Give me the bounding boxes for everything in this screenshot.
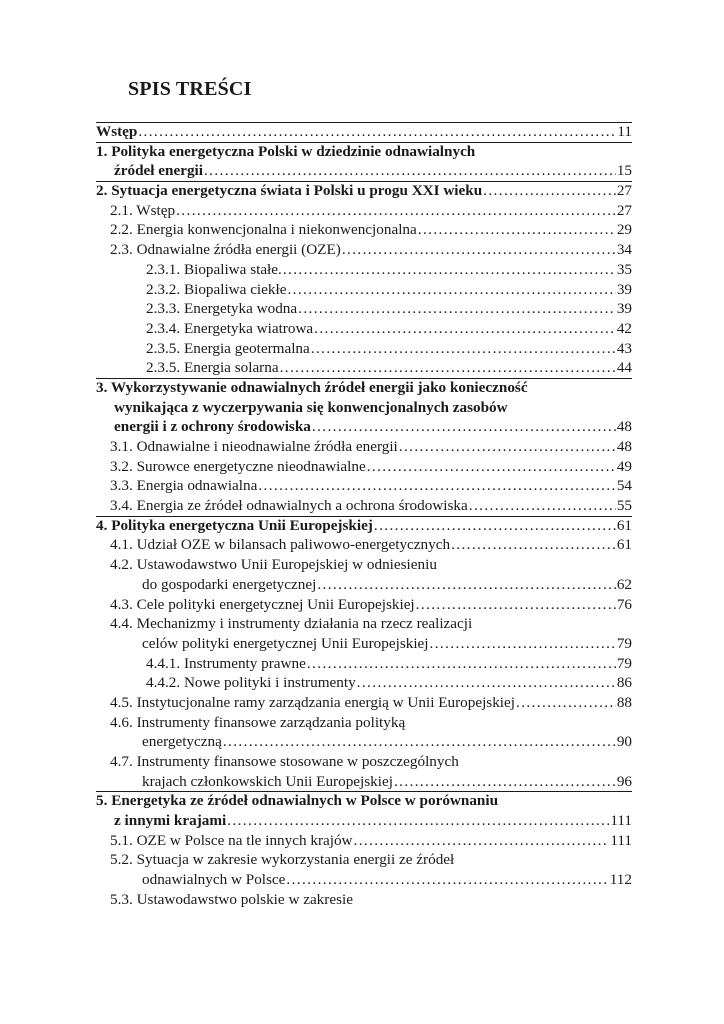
toc-entry [96,378,632,398]
section-rule [96,181,632,182]
toc-entry-page: 61 [616,516,632,534]
toc-entry-title: 2.3.5. Energia geotermalna [146,339,310,357]
toc-entry [96,575,632,595]
toc-leader-dots [354,831,610,851]
toc-entry [96,417,632,437]
toc-entry-page: 111 [610,831,632,849]
toc-entry [96,555,632,575]
toc-entry-page: 112 [609,871,632,889]
toc-leader-dots [298,299,616,319]
toc-leader-dots [416,595,616,615]
toc-entry [96,850,632,870]
toc-entry-page: 42 [616,319,632,337]
toc-entry-page: 111 [610,812,632,830]
toc-entry-title: odnawialnych w Polsce [142,871,286,889]
toc-entry-title: 4.1. Udział OZE w bilansach paliwowo-energetycznych [110,536,451,554]
toc-entry [96,870,632,890]
toc-entry-title: 5.1. OZE w Polsce na tle innych krajów [110,831,353,849]
toc-entry-title: 3.3. Energia odnawialna [110,477,258,495]
toc-entry-title: 3.1. Odnawialne i nieodnawialne źródła energii [110,438,398,455]
toc-leader-dots [374,516,616,536]
toc-entry-page: 39 [616,300,632,318]
toc-entry-title: 2.3.5. Energia solarna [146,359,279,377]
toc-leader-dots [311,339,616,359]
toc-entry [96,161,632,181]
toc-entry [96,811,632,831]
toc-entry [96,299,632,319]
toc-entry-page: 90 [616,733,632,751]
toc-entry-page: 49 [616,457,632,475]
toc-entry [96,260,632,280]
toc-entry-page: 76 [616,595,632,613]
toc-entry-page: 35 [616,260,632,278]
toc-entry-title: 4. Polityka energetyczna Unii Europejskiej [96,516,373,534]
toc-leader-dots [418,220,616,240]
toc-entry-title: 2.3.2. Biopaliwa ciekłe [146,280,287,298]
toc-entry-page: 39 [616,280,632,298]
toc-entry-page: 44 [616,359,632,377]
toc-entry [96,496,632,516]
toc-entry-title: 4.6. Instrumenty finansowe zarządzania polityką [110,713,406,731]
toc-entry-page: 86 [616,674,632,692]
toc-entry [96,752,632,772]
toc-entry [96,831,632,851]
toc-entry-title: źródeł energii [114,162,203,180]
toc-entry-title: krajach członkowskich Unii Europejskiej [142,772,393,790]
toc-entry-title: z innymi krajami [114,812,227,830]
toc-leader-dots [394,772,616,792]
toc-entry [96,319,632,339]
toc-entry-title: celów polityki energetycznej Unii Europejskiej [142,634,429,652]
toc-entry [96,220,632,240]
toc-entry-page: 55 [616,497,632,515]
toc-leader-dots [223,732,616,752]
toc-entry-page: 62 [616,575,632,593]
toc-entry-title: 4.4. Mechanizmy i instrumenty działania na rzecz realizacji [110,615,473,633]
toc-entry-title: 4.7. Instrumenty finansowe stosowane w poszczególnych [110,753,459,770]
toc-entry [96,122,632,142]
toc-leader-dots [483,181,616,201]
toc-leader-dots [367,457,616,477]
toc-leader-dots [312,417,616,437]
toc-entry-title: do gospodarki energetycznej [142,575,317,593]
toc-leader-dots [283,260,616,280]
toc-leader-dots [342,240,616,260]
toc-entry-title: 3. Wykorzystywanie odnawialnych źródeł energii jako konieczność [96,378,528,396]
toc-leader-dots [287,280,615,300]
section-rule [96,791,632,792]
toc-entry-title: 4.4.2. Nowe polityki i instrumenty [146,674,356,692]
toc-leader-dots [138,122,616,142]
toc-entry-page: 43 [616,339,632,357]
toc-entry-page: 34 [616,241,632,259]
toc-leader-dots [204,161,616,181]
toc-leader-dots [357,673,616,693]
toc-entry-page: 48 [616,438,632,455]
section-rule [96,516,632,517]
section-rule [96,142,632,143]
toc-leader-dots [451,535,616,555]
toc-leader-dots [516,693,616,713]
toc-entry-page: 61 [616,536,632,554]
toc-entry [96,713,632,733]
section-rule [96,122,632,123]
toc-entry-title: 2.3.4. Energetyka wiatrowa [146,319,314,337]
toc-entry [96,614,632,634]
toc-entry [96,535,632,555]
toc-entry-page: 48 [616,418,632,436]
toc-entry-title: 2.3.3. Energetyka wodna [146,300,298,318]
toc-entry-page: 15 [616,162,632,180]
toc-leader-dots [227,811,609,831]
toc-entry [96,791,632,811]
toc-entry [96,732,632,752]
toc-entry-page: 27 [616,201,632,219]
toc-entry [96,181,632,201]
toc-entry-title: energii i z ochrony środowiska [114,418,311,436]
toc-entry [96,457,632,477]
toc-leader-dots [307,654,616,674]
section-rule [96,378,632,379]
toc-entry-title: 4.4.1. Instrumenty prawne [146,654,306,672]
toc-entry-page: 96 [616,772,632,790]
toc-entry [96,240,632,260]
toc-entry [96,201,632,221]
toc-entry [96,280,632,300]
toc-entry [96,476,632,496]
toc-entry [96,398,632,418]
toc-entry [96,890,632,910]
toc-entry [96,339,632,359]
table-of-contents [96,122,632,910]
toc-entry [96,437,632,457]
toc-entry-page: 88 [616,693,632,711]
toc-entry-title: 2.2. Energia konwencjonalna i niekonwencjonalna [110,221,417,239]
toc-entry-title: energetyczną [142,733,222,751]
toc-entry [96,142,632,162]
toc-entry-title: 5.3. Ustawodawstwo polskie w zakresie [110,890,353,908]
toc-entry [96,595,632,615]
toc-entry-page: 29 [616,221,632,239]
toc-leader-dots [469,496,616,516]
toc-entry-page: 11 [617,123,632,140]
toc-entry [96,654,632,674]
toc-entry [96,772,632,792]
toc-entry-title: 3.4. Energia ze źródeł odnawialnych a ochrona środowiska [110,497,468,515]
toc-entry-title: 4.5. Instytucjonalne ramy zarządzania energią w Unii Europejskiej [110,693,515,711]
toc-entry-page: 79 [616,654,632,672]
toc-entry-title: 2.3. Odnawialne źródła energii (OZE) [110,241,341,259]
toc-leader-dots [430,634,616,654]
toc-entry [96,673,632,693]
toc-entry-title: 4.3. Cele polityki energetycznej Unii Europejskiej [110,595,415,613]
toc-entry-page: 27 [616,182,632,200]
toc-entry-page: 54 [616,477,632,495]
toc-entry-title: 5. Energetyka ze źródeł odnawialnych w Polsce w porównaniu [96,792,499,810]
toc-entry-title: 5.2. Sytuacja w zakresie wykorzystania energii ze źródeł [110,851,455,869]
toc-entry-page: 79 [616,634,632,652]
toc-entry-title: 2.1. Wstęp [110,201,176,219]
toc-entry-title: 4.2. Ustawodawstwo Unii Europejskiej w odniesieniu [110,556,437,574]
toc-entry-title: 3.2. Surowce energetyczne nieodnawialne [110,457,366,475]
page-title: SPIS TREŚCI [128,78,252,100]
toc-leader-dots [176,201,616,221]
toc-entry-title: 2.3.1. Biopaliwa stałe. [146,260,282,278]
toc-leader-dots [286,870,608,890]
toc-leader-dots [258,476,615,496]
toc-entry-title: 1. Polityka energetyczna Polski w dziedzinie odnawialnych [96,142,476,160]
toc-entry [96,634,632,654]
toc-leader-dots [314,319,616,339]
toc-entry [96,516,632,536]
toc-leader-dots [399,437,616,457]
toc-entry-title: Wstęp [96,123,138,140]
toc-entry [96,693,632,713]
toc-leader-dots [280,358,616,378]
toc-entry [96,358,632,378]
toc-entry-title: wynikająca z wyczerpywania się konwencjonalnych zasobów [114,398,508,416]
toc-leader-dots [317,575,615,595]
toc-entry-title: 2. Sytuacja energetyczna świata i Polski u progu XXI wieku [96,182,483,200]
